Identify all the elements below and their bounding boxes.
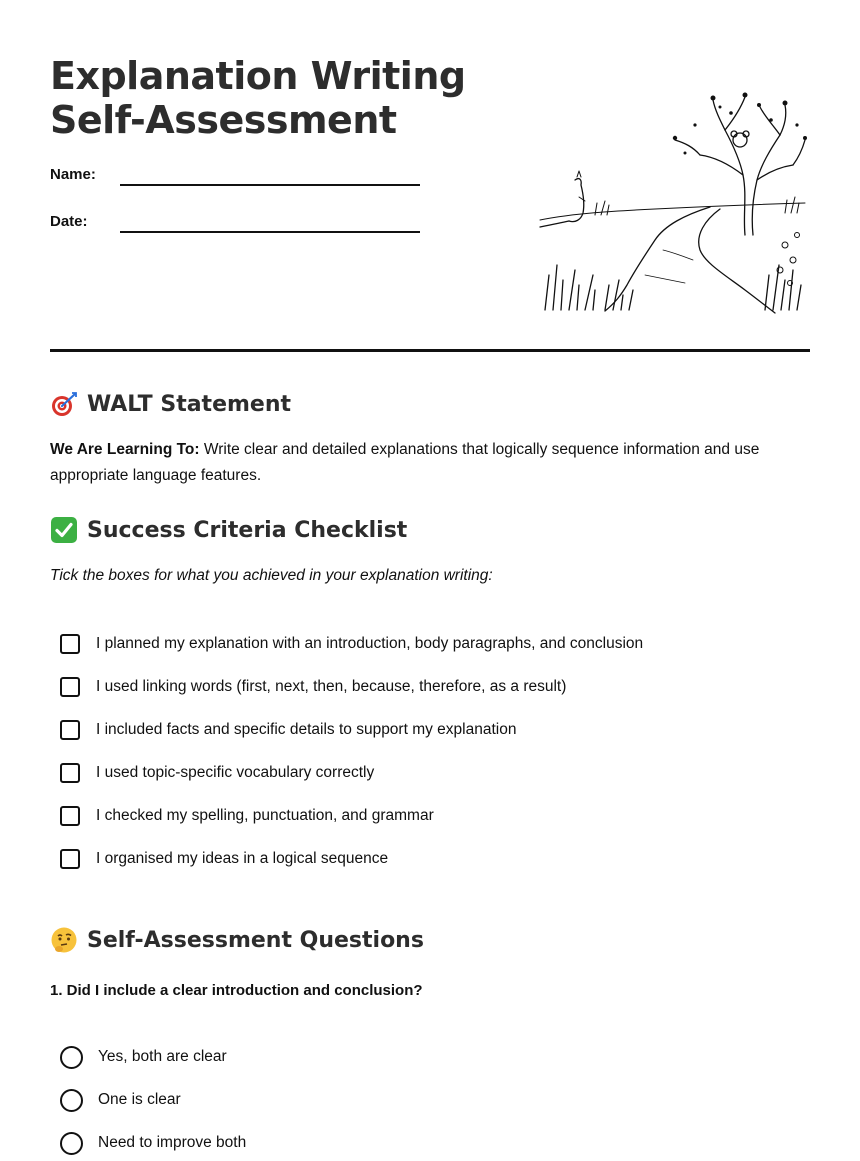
name-line[interactable]: [120, 184, 420, 186]
radio-button[interactable]: [60, 1132, 83, 1155]
landscape-illustration: [535, 85, 810, 315]
walt-text: Write clear and detailed explanations that logically sequence information and use appropriate language features.: [50, 441, 760, 484]
question-1: 1. Did I include a clear introduction and conclusion?: [50, 982, 423, 999]
title-line-1: Explanation Writing: [50, 54, 466, 98]
checklist-item[interactable]: [60, 803, 434, 829]
name-label: Name:: [50, 166, 96, 183]
checklist-item-label: I included facts and specific details to support my explanation: [96, 721, 517, 738]
checklist-item-label: I planned my explanation with an introduction, body paragraphs, and conclusion: [96, 635, 644, 652]
radio-option[interactable]: [60, 1087, 181, 1113]
radio-button[interactable]: [60, 1089, 83, 1112]
radio-option[interactable]: [60, 1044, 227, 1070]
radio-option-label: Need to improve both: [98, 1134, 247, 1151]
checklist-item[interactable]: [60, 717, 516, 743]
green-check-icon: [50, 516, 78, 544]
checklist-item[interactable]: [60, 846, 388, 872]
title-line-2: Self-Assessment: [50, 98, 397, 142]
date-label: Date:: [50, 213, 88, 230]
radio-option[interactable]: [60, 1130, 246, 1156]
walt-paragraph: [50, 437, 810, 489]
radio-option-label: One is clear: [98, 1091, 181, 1108]
header-divider: [50, 349, 810, 352]
success-heading: [50, 516, 407, 544]
target-dart-icon: [50, 390, 78, 418]
checklist-item-label: I organised my ideas in a logical sequence: [96, 850, 389, 867]
success-instruction: Tick the boxes for what you achieved in your explanation writing:: [50, 567, 493, 584]
date-line[interactable]: [120, 231, 420, 233]
checklist-item-label: I checked my spelling, punctuation, and grammar: [96, 807, 434, 824]
checkbox[interactable]: [60, 849, 80, 869]
radio-button[interactable]: [60, 1046, 83, 1069]
checklist-item-label: I used topic-specific vocabulary correctly: [96, 764, 375, 781]
radio-option-label: Yes, both are clear: [98, 1048, 227, 1065]
walt-lead: We Are Learning To:: [50, 441, 200, 458]
checklist-item-label: I used linking words (first, next, then, because, therefore, as a result): [96, 678, 567, 695]
thinking-face-icon: [50, 926, 78, 954]
walt-heading: [50, 390, 291, 418]
checkbox[interactable]: [60, 677, 80, 697]
name-field[interactable]: [50, 166, 420, 190]
checkbox[interactable]: [60, 806, 80, 826]
success-heading-text: Success Criteria Checklist: [87, 517, 408, 543]
self-assessment-heading: [50, 926, 424, 954]
self-assessment-heading-text: Self-Assessment Questions: [87, 927, 424, 953]
date-field[interactable]: [50, 213, 420, 237]
checkbox[interactable]: [60, 634, 80, 654]
walt-heading-text: WALT Statement: [87, 391, 292, 417]
checkbox[interactable]: [60, 720, 80, 740]
page-title: [50, 54, 466, 142]
checklist-item[interactable]: [60, 674, 566, 700]
checklist-item[interactable]: [60, 760, 374, 786]
checklist-item[interactable]: [60, 631, 643, 657]
checkbox[interactable]: [60, 763, 80, 783]
